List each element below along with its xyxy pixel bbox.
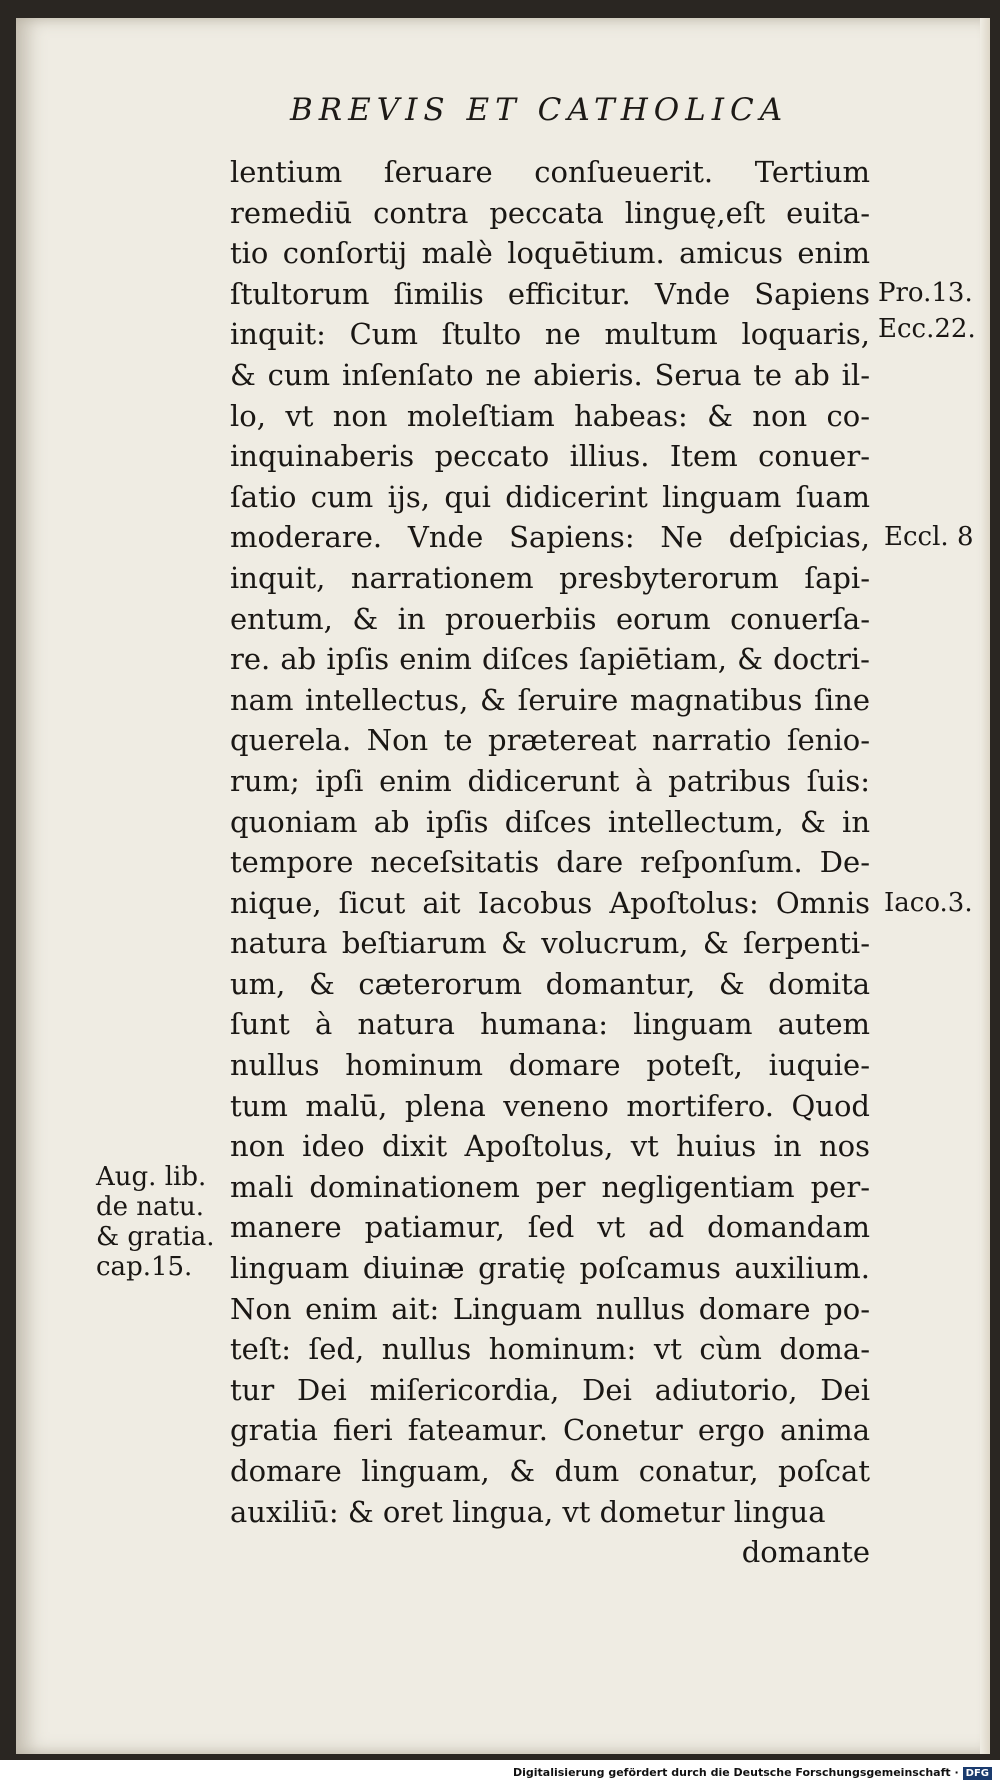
text-line: tur Dei miſericordia, Dei adiutorio, Dei xyxy=(230,1372,870,1407)
text-line: nique, ſicut ait Iacobus Apoſtolus: Omnis xyxy=(230,885,870,920)
body-text xyxy=(230,152,870,1573)
text-line: entum, & in prouerbiis eorum conuerſa- xyxy=(230,601,870,636)
text-line: ſunt à natura humana: linguam autem xyxy=(230,1007,870,1042)
catchword: domante xyxy=(741,1535,870,1570)
text-line: gratia fieri fateamur. Conetur ergo anima xyxy=(230,1413,870,1448)
text-line: ſatio cum ijs, qui didicerint linguam ſuam xyxy=(230,479,870,514)
text-line: ſtultorum ſimilis efficitur. Vnde Sapiens xyxy=(230,276,870,311)
text-line: re. ab ipſis enim diſces ſapiētiam, & doctri- xyxy=(230,642,870,677)
text-line: inquinaberis peccato illius. Item conuer- xyxy=(230,439,870,474)
text-line: quoniam ab ipſis diſces intellectum, & in xyxy=(230,804,870,839)
margin-note-line: & gratia. xyxy=(96,1222,215,1252)
digitization-credit xyxy=(513,1766,992,1780)
text-line: moderare. Vnde Sapiens: Ne deſpicias, xyxy=(230,520,870,555)
dfg-logo: DFG xyxy=(963,1767,992,1780)
margin-note-augustine xyxy=(96,1162,215,1282)
credit-text: Digitalisierung gefördert durch die Deutsche Forschungsgemeinschaft · xyxy=(512,1766,959,1779)
text-line: manere patiamur, ſed vt ad domandam xyxy=(230,1210,870,1245)
text-line: Non enim ait: Linguam nullus domare po- xyxy=(230,1291,870,1326)
text-line: domare linguam, & dum conatur, poſcat xyxy=(230,1454,870,1488)
text-line: querela. Non te prætereat narratio ſenio- xyxy=(230,723,870,758)
running-head: BREVIS ET CATHOLICA xyxy=(290,92,789,128)
text-line: natura beſtiarum & volucrum, & ſerpenti- xyxy=(230,926,870,961)
margin-note-ecclesiasticus-8: Eccl. 8 xyxy=(884,522,974,552)
margin-note-ecclesiasticus-22: Ecc.22. xyxy=(878,314,976,344)
text-line: & cum inſenſato ne abieris. Serua te ab il- xyxy=(230,357,870,392)
text-line: rum; ipſi enim didicerunt à patribus ſuis: xyxy=(230,763,870,798)
text-line: inquit: Cum ſtulto ne multum loquaris, xyxy=(230,317,870,352)
text-line: lo, vt non moleſtiam habeas: & non co- xyxy=(230,398,870,433)
text-line: non ideo dixit Apoſtolus, vt huius in nos xyxy=(230,1129,870,1164)
text-line: um, & cæterorum domantur, & domita xyxy=(230,966,870,1001)
text-line: nam intellectus, & ſeruire magnatibus ſine xyxy=(230,682,870,717)
margin-note-line: Aug. lib. xyxy=(96,1162,207,1192)
page-edge xyxy=(980,18,990,1754)
text-line: nullus hominum domare poteſt, iuquie- xyxy=(230,1048,870,1083)
text-line: inquit, narrationem presbyterorum ſapi- xyxy=(230,560,870,595)
margin-note-proverbs: Pro.13. xyxy=(878,278,973,308)
text-line: tio conſortij malè loquētium. amicus enim xyxy=(230,236,870,271)
margin-note-line: de natu. xyxy=(96,1192,204,1222)
text-line: remediū contra peccata linguę,eſt euita- xyxy=(230,195,870,230)
text-line: auxiliū: & oret lingua, vt dometur lingua xyxy=(230,1494,826,1529)
text-line: tempore neceſsitatis dare reſponſum. De- xyxy=(230,845,870,880)
text-line: tum malū, plena veneno mortifero. Quod xyxy=(230,1088,870,1123)
text-line: linguam diuinæ gratię poſcamus auxilium. xyxy=(230,1251,870,1286)
margin-note-james: Iaco.3. xyxy=(884,888,973,918)
text-line: teſt: ſed, nullus hominum: vt cùm doma- xyxy=(230,1332,870,1367)
margin-note-line: cap.15. xyxy=(96,1252,193,1282)
text-line: mali dominationem per negligentiam per- xyxy=(230,1169,870,1204)
text-line: lentium ſeruare conſueuerit. Tertium xyxy=(230,155,870,189)
